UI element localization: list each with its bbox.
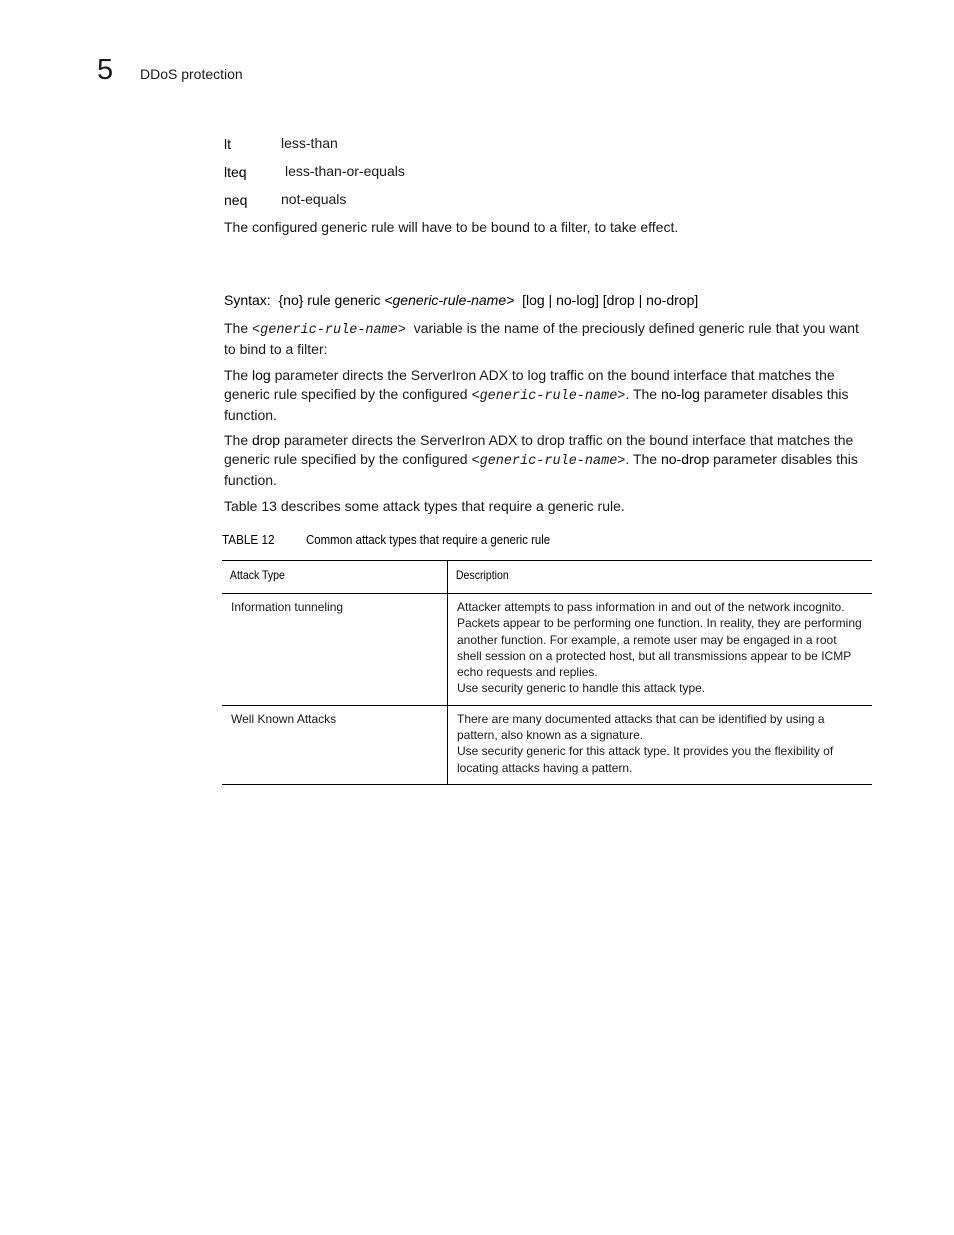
code-variable: <generic-rule-name>: [471, 389, 626, 404]
paragraph-log: [224, 366, 870, 425]
code-variable: <generic-rule-name>: [252, 323, 406, 338]
description-text: There are many documented attacks that can be identified by using a pattern, also known as a signature.: [457, 711, 825, 743]
operator-key: lt: [224, 136, 231, 152]
text: parameter disables this function.: [224, 386, 849, 423]
operator-key: neq: [224, 192, 248, 208]
bind-note: The configured generic rule will have to be bound to a filter, to take effect.: [224, 219, 679, 235]
chapter-title: DDoS protection: [140, 66, 243, 82]
operator-key: lteq: [224, 164, 247, 180]
text: variable is the name of the preciously defined generic rule that you want to bind to a filter:: [224, 320, 859, 357]
text: . The: [625, 451, 658, 467]
header-label: Description: [455, 568, 509, 582]
text: parameter directs the ServerIron ADX to log traffic on the bound interface that matches the generic rule specified by the configured: [224, 367, 835, 402]
column-header-attack-type: [222, 561, 448, 594]
syntax-variable: <generic-rule-name>: [384, 292, 515, 308]
chapter-number: 5: [97, 54, 114, 86]
operator-value: less-than: [281, 135, 338, 151]
table-row: [222, 594, 872, 706]
text: The: [224, 320, 249, 336]
syntax-command: {no} rule generic: [278, 292, 381, 308]
text: . The: [625, 386, 658, 402]
table-caption: [222, 532, 551, 547]
attack-type-cell: Information tunneling: [222, 594, 448, 706]
keyword-log: log: [252, 367, 271, 383]
code-variable: <generic-rule-name>: [471, 454, 626, 469]
text: The: [224, 432, 249, 448]
operator-row: [224, 163, 874, 191]
attack-types-table: [222, 560, 872, 785]
header-label: Attack Type: [229, 568, 285, 582]
table-header-row: [222, 561, 872, 594]
operator-value: less-than-or-equals: [285, 163, 405, 179]
operator-row: [224, 191, 874, 219]
column-header-description: [448, 561, 873, 594]
description-cell: [448, 705, 873, 784]
description-text: Use security generic to handle this attack type.: [457, 681, 706, 696]
keyword-drop: drop: [252, 432, 281, 448]
table-title: Common attack types that require a generic rule: [306, 532, 551, 547]
keyword-no-log: no-log: [660, 386, 700, 402]
paragraph-table-ref: Table 13 describes some attack types that require a generic rule.: [224, 498, 625, 514]
table-row: [222, 705, 872, 784]
syntax-label: Syntax:: [224, 292, 271, 308]
description-text: Attacker attempts to pass information in and out of the network incognito. Packets appear to be performing one function. In reality, they are performing another function. For example, a remote user may be engaged in a root shell session on a protected host, but all transmissions appear to be ICMP echo requests and replies.: [457, 600, 862, 680]
table-label: TABLE 12: [222, 532, 275, 547]
attack-type-cell: Well Known Attacks: [222, 705, 448, 784]
syntax-options: [log | no-log] [drop | no-drop]: [522, 292, 699, 308]
paragraph-drop: [224, 431, 870, 490]
description-cell: [448, 594, 873, 706]
operator-value: not-equals: [281, 191, 347, 207]
text: parameter directs the ServerIron ADX to drop traffic on the bound interface that matches the generic rule specified by the configured: [224, 432, 854, 467]
description-text: Use security generic for this attack type. It provides you the flexibility of locating attacks having a pattern.: [457, 744, 834, 775]
operator-row: [224, 135, 874, 163]
paragraph-variable: [224, 319, 870, 359]
keyword-no-drop: no-drop: [660, 451, 710, 467]
syntax-line: [224, 291, 870, 310]
text: parameter disables this function.: [224, 451, 858, 488]
operator-list: [224, 135, 874, 219]
text: The: [224, 367, 249, 383]
